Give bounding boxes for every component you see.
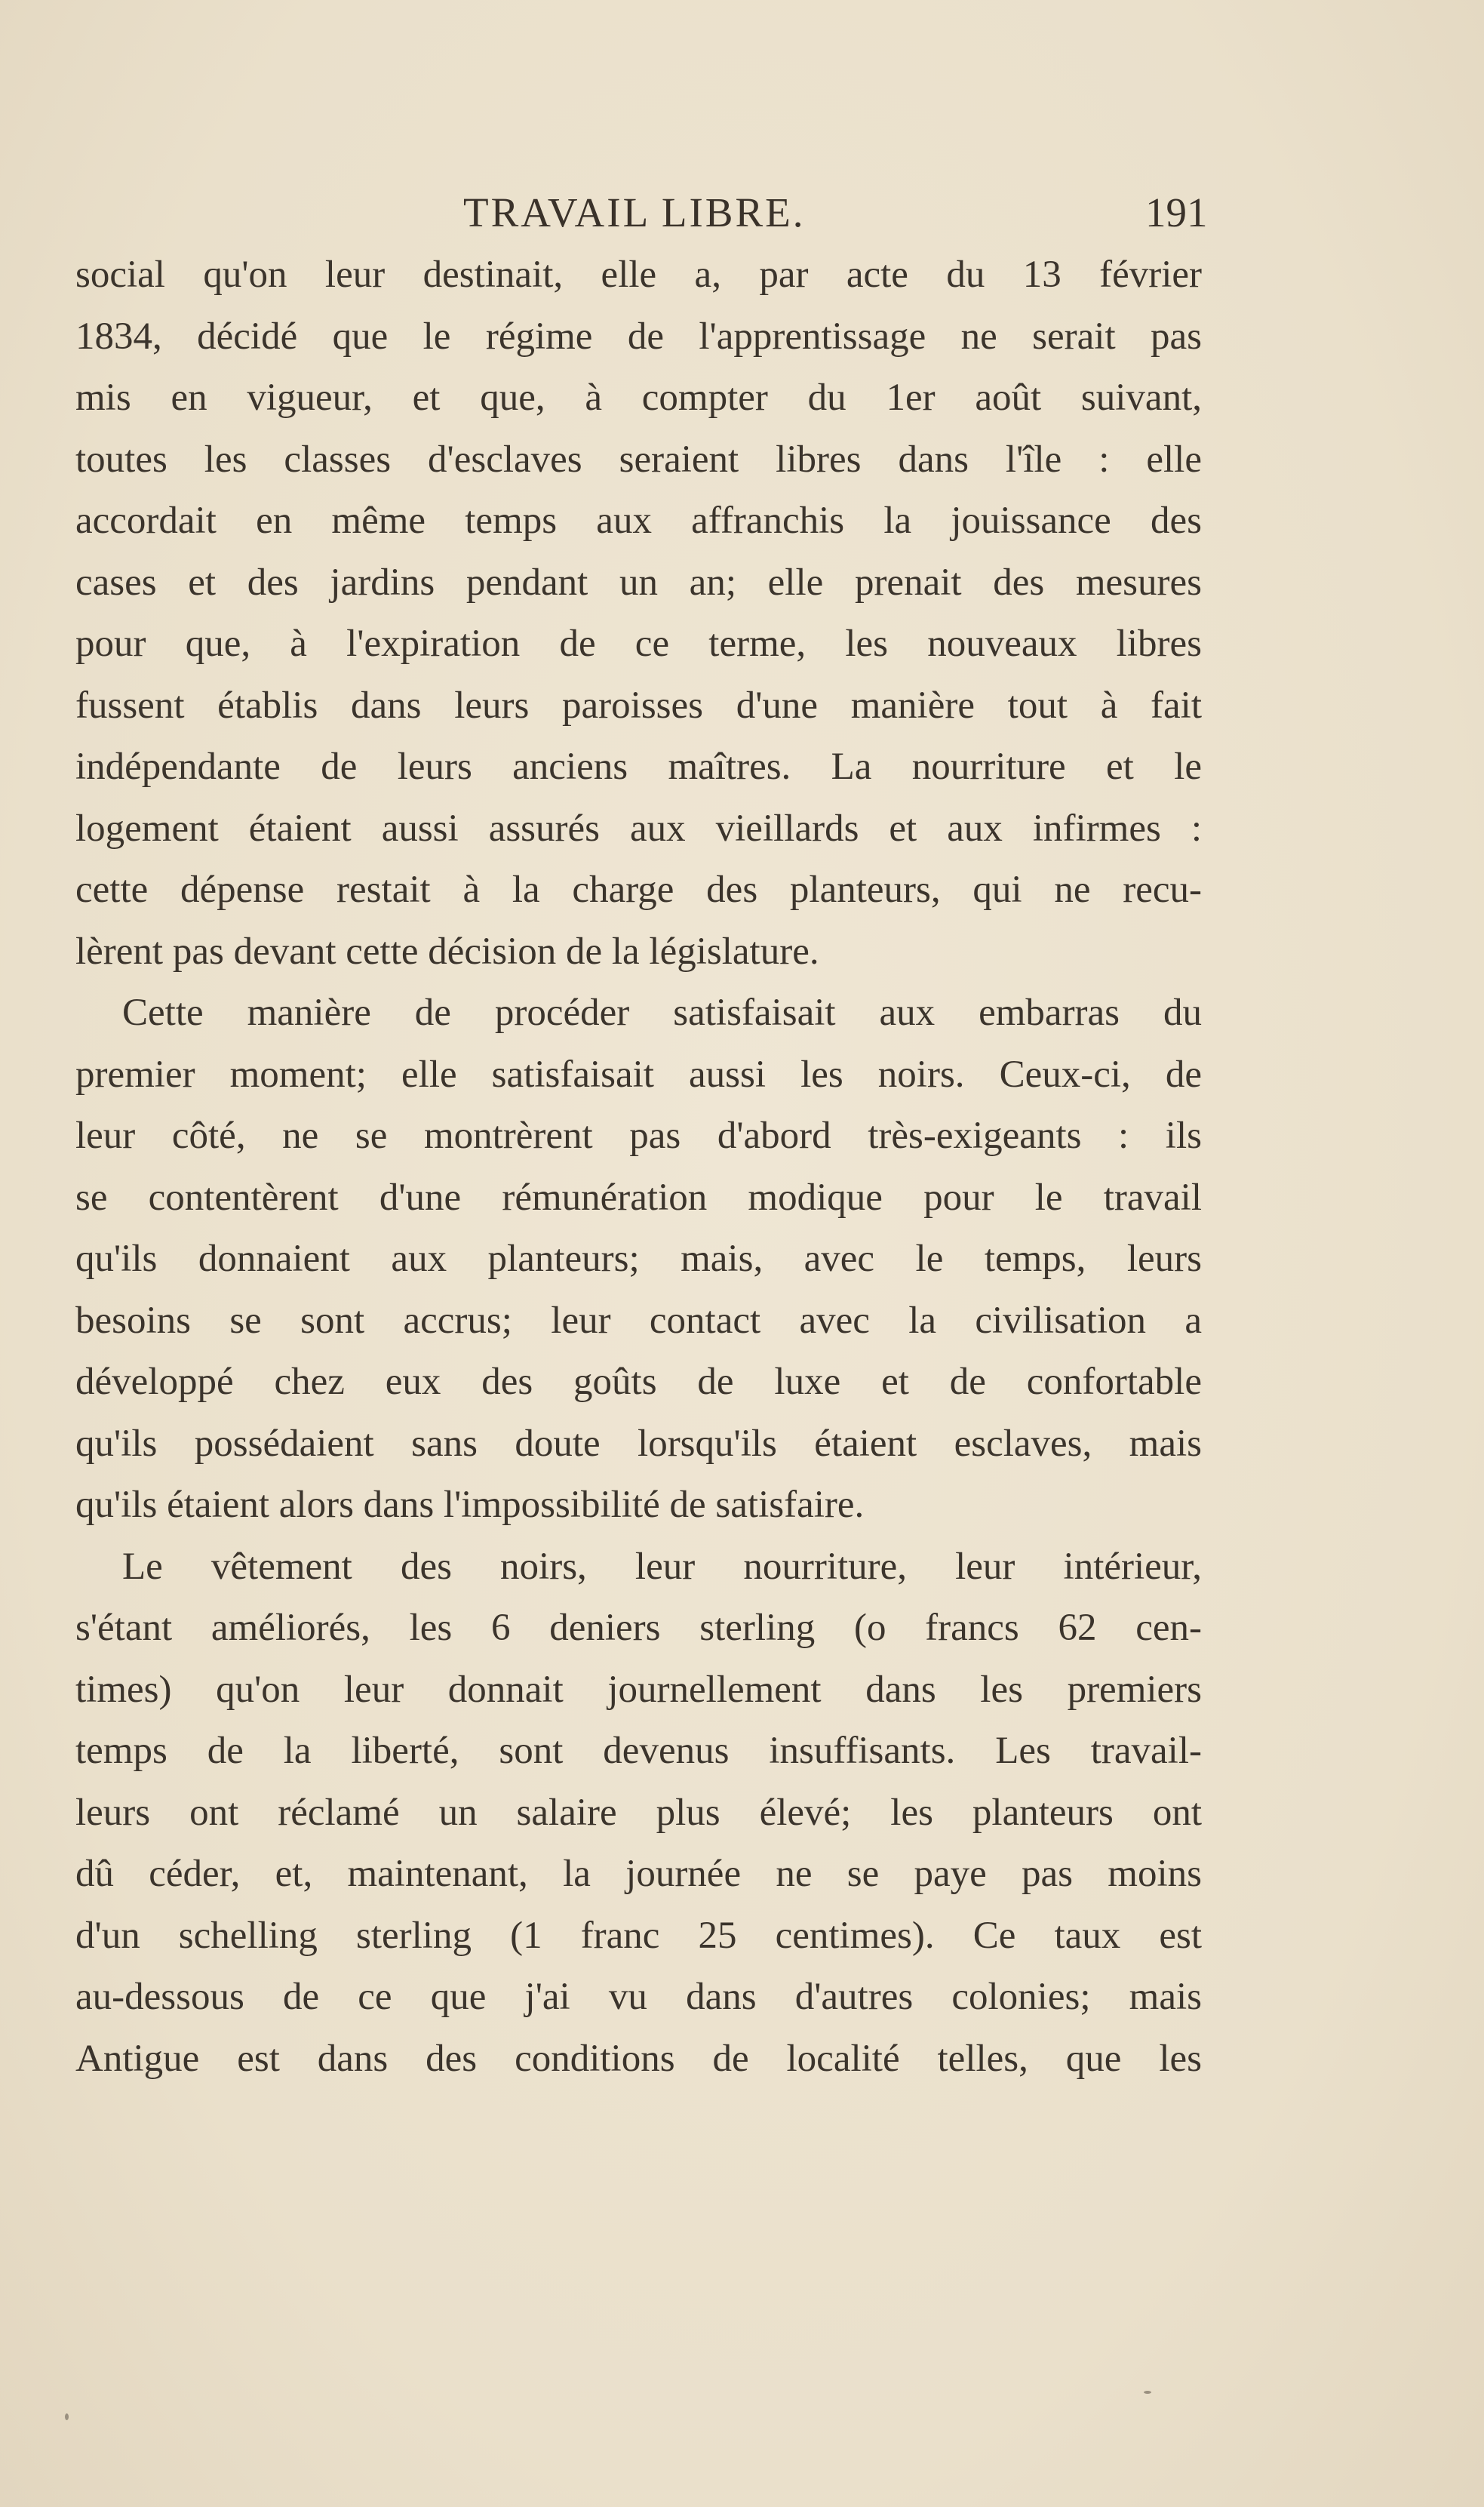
text-line: cette dépense restait à la charge des planteurs, qui ne recu- <box>75 869 1202 911</box>
text-line: indépendante de leurs anciens maîtres. La nourriture et le <box>75 746 1202 788</box>
running-title: TRAVAIL LIBRE. <box>463 189 806 235</box>
body-text <box>75 245 1202 2090</box>
text-line: pour que, à l'expiration de ce terme, les nouveaux libres <box>75 623 1202 665</box>
text-line: se contentèrent d'une rémunération modique pour le travail <box>75 1176 1202 1219</box>
text-line: qu'ils donnaient aux planteurs; mais, avec le temps, leurs <box>75 1238 1202 1280</box>
paper-speck <box>65 2413 69 2420</box>
text-line: social qu'on leur destinait, elle a, par acte du 13 février <box>75 254 1202 296</box>
paper-speck <box>1144 2391 1151 2394</box>
text-line: qu'ils possédaient sans doute lorsqu'ils étaient esclaves, mais <box>75 1422 1202 1465</box>
text-line: toutes les classes d'esclaves seraient libres dans l'île : elle <box>75 438 1202 481</box>
text-line: temps de la liberté, sont devenus insuffisants. Les travail- <box>75 1730 1202 1772</box>
text-line: dû céder, et, maintenant, la journée ne se paye pas moins <box>75 1853 1202 1895</box>
text-line: qu'ils étaient alors dans l'impossibilité de satisfaire. <box>75 1484 865 1526</box>
text-line: cases et des jardins pendant un an; elle prenait des mesures <box>75 561 1202 604</box>
page-number: 191 <box>1145 189 1208 235</box>
text-line: leurs ont réclamé un salaire plus élevé; les planteurs ont <box>75 1791 1202 1834</box>
text-line: fussent établis dans leurs paroisses d'une manière tout à fait <box>75 684 1202 727</box>
text-line: times) qu'on leur donnait journellement dans les premiers <box>75 1668 1202 1711</box>
text-line: premier moment; elle satisfaisait aussi les noirs. Ceux-ci, de <box>75 1053 1202 1096</box>
text-line: au-dessous de ce que j'ai vu dans d'autres colonies; mais <box>75 1976 1202 2018</box>
text-line: besoins se sont accrus; leur contact avec la civilisation a <box>75 1299 1202 1342</box>
text-line: Cette manière de procéder satisfaisait aux embarras du <box>122 992 1202 1034</box>
text-line: Le vêtement des noirs, leur nourriture, leur intérieur, <box>122 1545 1202 1588</box>
text-line: mis en vigueur, et que, à compter du 1er août suivant, <box>75 377 1202 419</box>
text-line: logement étaient aussi assurés aux vieillards et aux infirmes : <box>75 807 1202 850</box>
text-line: développé chez eux des goûts de luxe et de confortable <box>75 1361 1202 1403</box>
text-line: leur côté, ne se montrèrent pas d'abord très-exigeants : ils <box>75 1115 1202 1157</box>
text-line: Antigue est dans des conditions de localité telles, que les <box>75 2037 1202 2080</box>
text-line: accordait en même temps aux affranchis la jouissance des <box>75 500 1202 542</box>
text-line: s'étant améliorés, les 6 deniers sterling (o francs 62 cen- <box>75 1607 1202 1649</box>
page-header <box>75 183 1207 243</box>
text-line: d'un schelling sterling (1 franc 25 centimes). Ce taux est <box>75 1914 1202 1957</box>
text-line: lèrent pas devant cette décision de la législature. <box>75 930 819 973</box>
text-line: 1834, décidé que le régime de l'apprentissage ne serait pas <box>75 315 1202 358</box>
